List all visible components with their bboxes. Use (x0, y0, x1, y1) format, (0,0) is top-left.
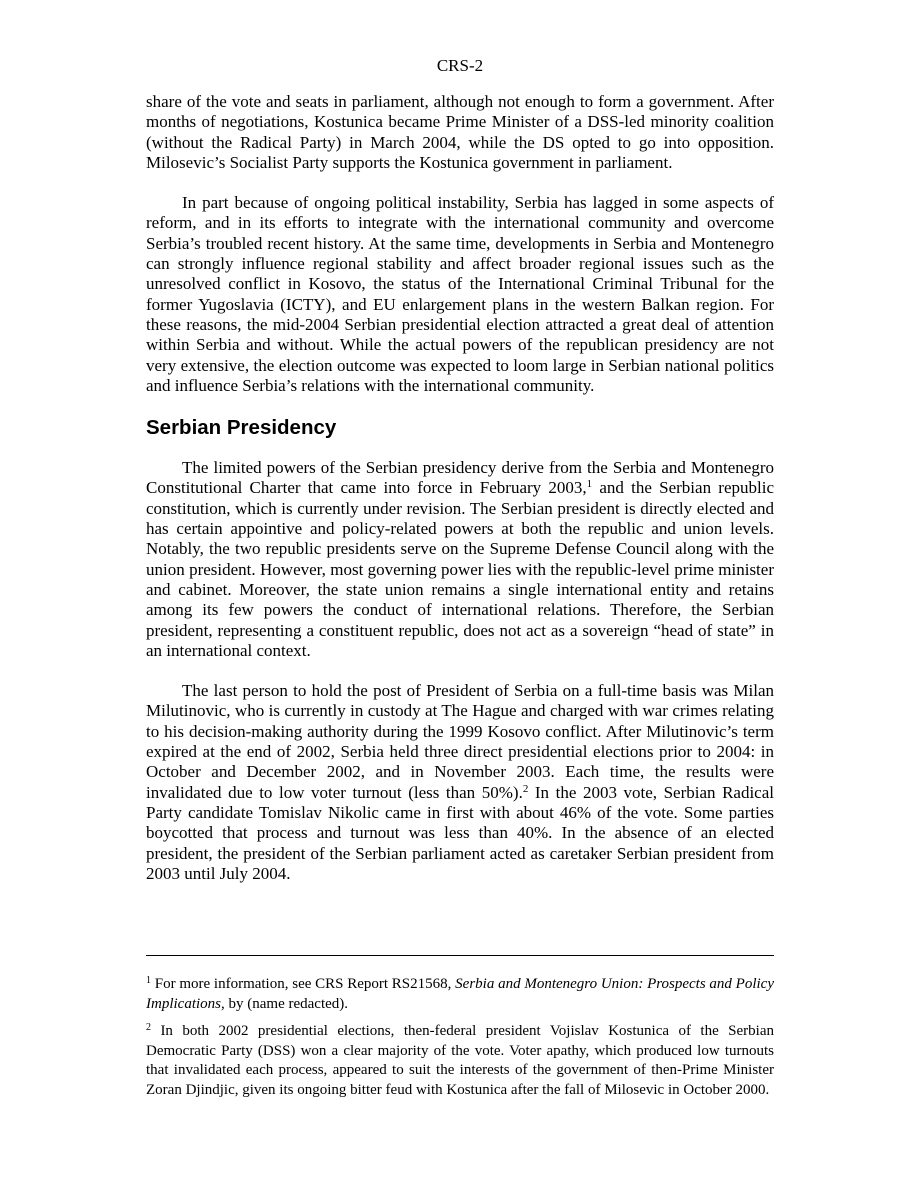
main-body (146, 92, 774, 904)
footnote-1-text-a: For more information, see CRS Report RS21568, (151, 976, 456, 992)
footnote-2 (146, 1022, 774, 1100)
page-number-header: CRS-2 (436, 56, 484, 75)
footnote-divider (146, 955, 774, 956)
footnotes-section (146, 975, 774, 1108)
paragraph-1: share of the vote and seats in parliament, although not enough to form a government. After months of negotiations, Kostunica became Prime Minister of a DSS-led minority coalition (without the Radical Party) in March 2004, while the DS opted to go into opposition. Milosevic’s Socialist Party supports the Kostunica government in parliament. (146, 92, 774, 172)
footnote-2-number: 2 (146, 1022, 151, 1033)
footnote-1-report-title: Serbia and Montenegro Union: Prospects and Policy Implications (146, 976, 774, 1012)
paragraph-2: In part because of ongoing political instability, Serbia has lagged in some aspects of reform, and in its efforts to integrate with the international community and overcome Serbia’s troubled recent history. At the same time, developments in Serbia and Montenegro can strongly influence regional stability and affect broader regional issues such as the unresolved conflict in Kosovo, the status of the International Criminal Tribunal for the former Yugoslavia (ICTY), and EU enlargement plans in the western Balkan region. For these reasons, the mid-2004 Serbian presidential election attracted a great deal of attention within Serbia and without. While the actual powers of the republican presidency are not very extensive, the election outcome was expected to loom large in Serbian national politics and influence Serbia’s relations with the international community. (146, 193, 774, 395)
footnote-2-text: In both 2002 presidential elections, then-federal president Vojislav Kostunica of the Serbian Democratic Party (DSS) won a clear majority of the vote. Voter apathy, which produced low turnouts that invalidated each process, appeared to suit the interests of the government of then-Prime Minister Zoran Djindjic, given its ongoing bitter feud with Kostunica after the fall of Milosevic in October 2000. (146, 1023, 774, 1098)
paragraph-3-text-a: The limited powers of the Serbian presidency derive from the Serbia and Montenegro Constitutional Charter that came into force in February 2003, (146, 458, 774, 498)
footnote-ref-2[interactable]: 2 (522, 782, 529, 795)
footnote-1 (146, 975, 774, 1014)
section-heading: Serbian Presidency (146, 416, 337, 440)
paragraph-3 (146, 458, 774, 661)
paragraph-3-text-b: and the Serbian republic constitution, which is currently under revision. The Serbian president is directly elected and has certain appointive and policy-related powers at both the republic and union levels. Notably, the two republic presidents serve on the Supreme Defense Council along with the union president. However, most governing power lies with the republic-level prime minister and cabinet. Moreover, the state union remains a single international entity and retains among its few powers the conduct of international relations. Therefore, the Serbian president, representing a constituent republic, does not act as a sovereign “head of state” in an international context. (146, 478, 774, 660)
paragraph-4 (146, 681, 774, 884)
paragraph-4-text-a: The last person to hold the post of President of Serbia on a full-time basis was Milan Milutinovic, who is currently in custody at The Hague and charged with war crimes relating to his decision-making authority during the 1999 Kosovo conflict. After Milutinovic’s term expired at the end of 2002, Serbia held three direct presidential elections prior to 2004: in October and December 2002, and in November 2003. Each time, the results were invalidated due to low voter turnout (less than 50%). (146, 681, 774, 802)
footnote-ref-1[interactable]: 1 (586, 478, 593, 491)
footnote-1-number: 1 (146, 975, 151, 986)
paragraph-4-text-b: In the 2003 vote, Serbian Radical Party candidate Tomislav Nikolic came in first with about 46% of the vote. Some parties boycotted that process and turnout was less than 40%. In the absence of an elected president, the president of the Serbian parliament acted as caretaker Serbian president from 2003 until July 2004. (146, 782, 774, 883)
footnote-1-text-b: , by (name redacted). (221, 995, 349, 1012)
